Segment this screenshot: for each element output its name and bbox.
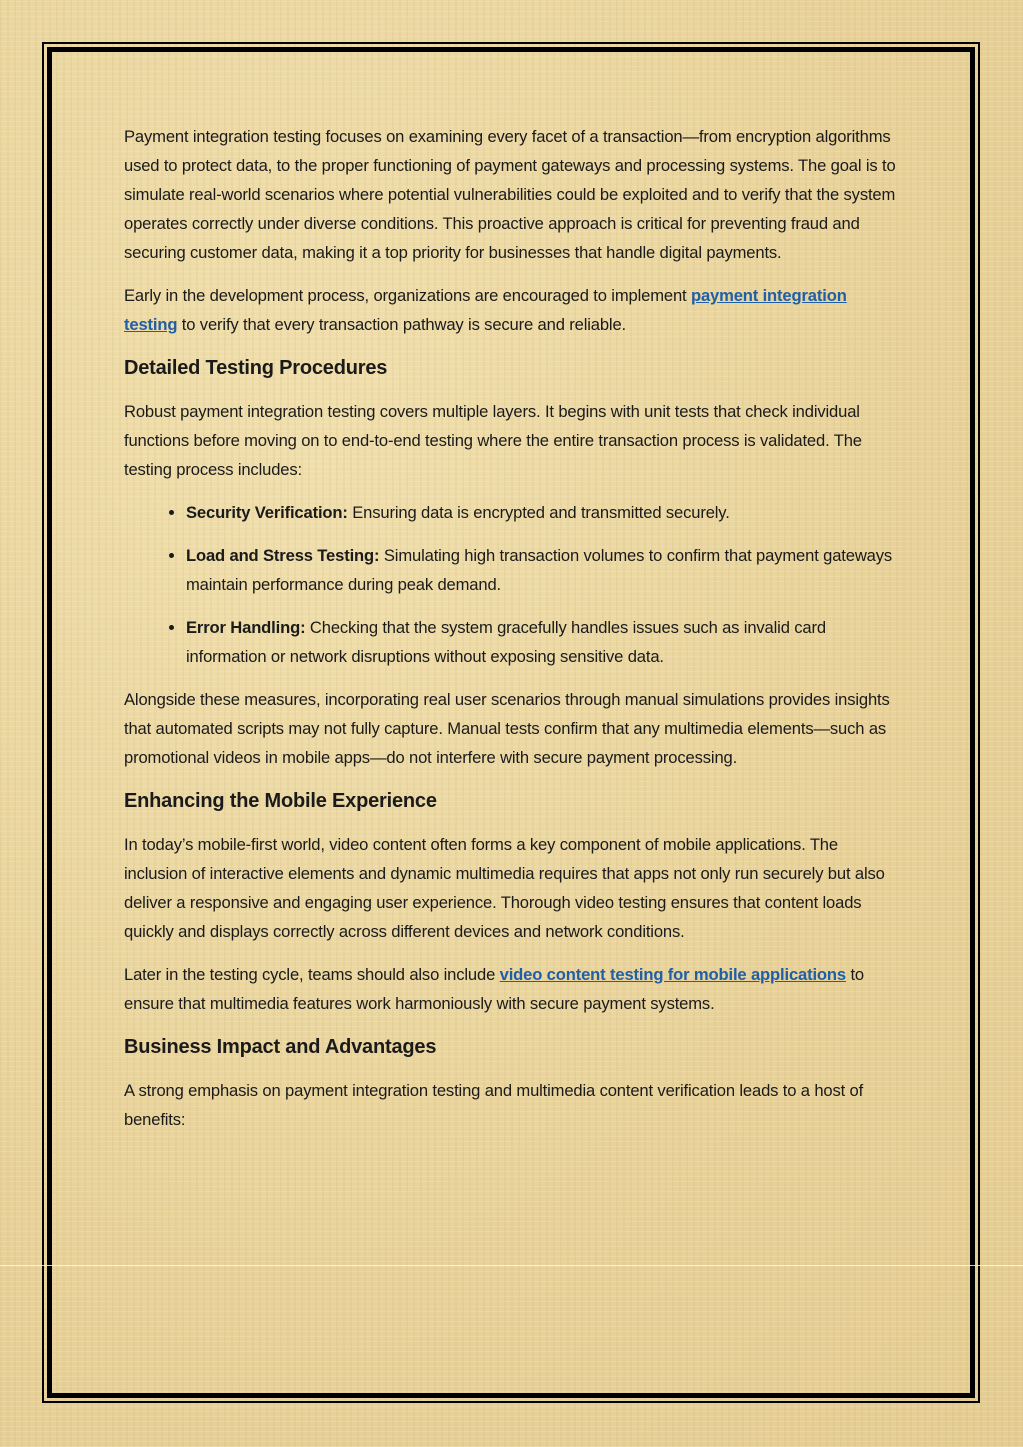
list-item-text: Ensuring data is encrypted and transmitted securely. — [347, 503, 730, 522]
heading-mobile-experience: Enhancing the Mobile Experience — [124, 790, 437, 812]
heading-detailed-testing: Detailed Testing Procedures — [124, 357, 388, 379]
paragraph-mobile: In today’s mobile-first world, video content often forms a key component of mobile applications. The inclusion of interactive elements and dynamic multimedia requires that apps not only run securely but also deliver a responsive and engaging user experience. Thorough video testing ensures that content loads quickly and displays correctly across different devices and network conditions. — [124, 835, 885, 941]
list-item — [186, 541, 899, 599]
text: Later in the testing cycle, teams should also include — [124, 965, 500, 984]
paragraph-early — [124, 281, 899, 339]
list-item — [186, 613, 899, 671]
text: to verify that every transaction pathway is secure and reliable. — [177, 315, 626, 334]
paragraph-benefits: A strong emphasis on payment integration testing and multimedia content verification leads to a host of benefits: — [124, 1081, 864, 1129]
video-content-testing-link[interactable]: video content testing for mobile applications — [499, 965, 846, 984]
paragraph-robust: Robust payment integration testing covers multiple layers. It begins with unit tests that check individual functions before moving on to end-to-end testing where the entire transaction process is validated. The testing process includes: — [124, 402, 862, 479]
paragraph-later — [124, 960, 899, 1018]
document-body — [124, 122, 899, 1148]
paragraph-intro: Payment integration testing focuses on examining every facet of a transaction—from encryption algorithms used to protect data, to the proper functioning of payment gateways and processing systems. The goal is to simulate real-world scenarios where potential vulnerabilities could be exploited and to verify that the system operates correctly under diverse conditions. This proactive approach is critical for preventing fraud and securing customer data, making it a top priority for businesses that handle digital payments. — [124, 127, 896, 262]
paragraph-alongside: Alongside these measures, incorporating real user scenarios through manual simulations provides insights that automated scripts may not fully capture. Manual tests confirm that any multimedia elements—such as promotional videos in mobile apps—do not interfere with secure payment processing. — [124, 690, 890, 767]
text: Early in the development process, organizations are encouraged to implement — [124, 286, 691, 305]
payment-integration-testing-link[interactable]: payment integration testing — [124, 286, 847, 334]
list-item-term: Security Verification: — [186, 503, 348, 522]
list-item — [186, 498, 899, 527]
list-item-text: Checking that the system gracefully handles issues such as invalid card information or network disruptions without exposing sensitive data. — [186, 618, 826, 666]
list-item-term: Error Handling: — [186, 618, 306, 637]
text: to ensure that multimedia features work harmoniously with secure payment systems. — [124, 965, 864, 1013]
heading-business-impact: Business Impact and Advantages — [124, 1036, 437, 1058]
list-item-term: Load and Stress Testing: — [186, 546, 380, 565]
list-item-text: Simulating high transaction volumes to confirm that payment gateways maintain performance during peak demand. — [186, 546, 893, 594]
page-divider — [0, 1265, 1023, 1266]
testing-list — [124, 498, 899, 671]
